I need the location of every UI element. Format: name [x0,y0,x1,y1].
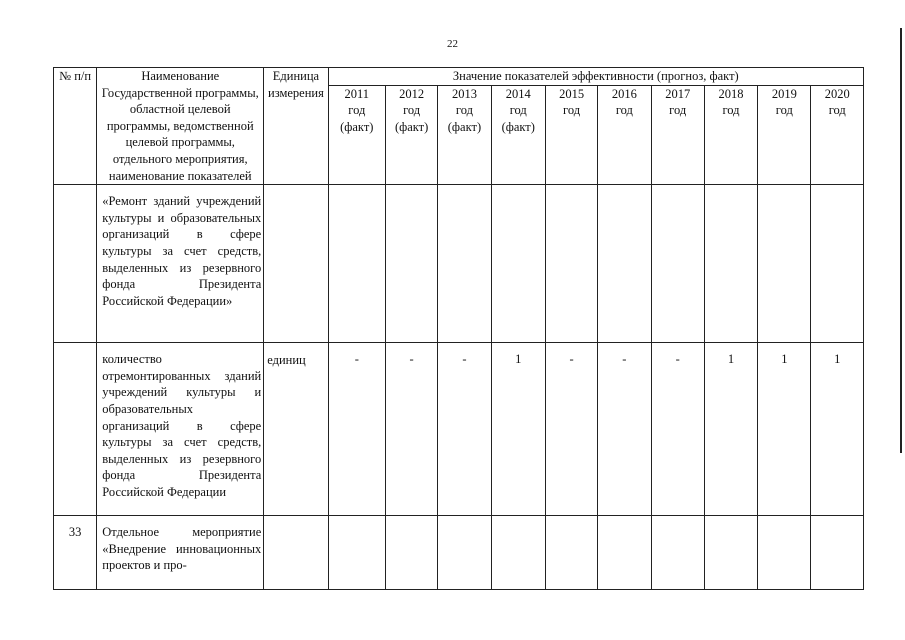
row-name: «Ремонт зданий учреждений культуры и образовательных организаций в сфере культуры за счет средств, выделенных из резервного фонда Президента Российской Федерации» [97,185,264,343]
value-cell [545,516,597,590]
table-row [54,516,864,590]
header-number: № п/п [54,68,97,185]
value-cell: 1 [758,343,811,516]
value-cell [811,516,864,590]
value-cell: - [385,343,437,516]
value-cell [704,185,757,343]
header-year: 2016 год [598,85,651,185]
header-year: 2015 год [545,85,597,185]
value-cell: - [598,343,651,516]
header-year: 2018 год [704,85,757,185]
header-name: Наименование Государственной программы, областной целевой программы, ведомственной целевой программы, отдельного мероприятия, наименование показателей [97,68,264,185]
value-cell: 1 [491,343,545,516]
value-cell [328,185,385,343]
row-unit [264,516,328,590]
value-cell [545,185,597,343]
page-number: 22 [447,38,458,50]
header-year: 2012 год (факт) [385,85,437,185]
header-year: 2011 год (факт) [328,85,385,185]
table-row [54,185,864,343]
value-cell [651,185,704,343]
value-cell [704,516,757,590]
header-year: 2013 год (факт) [438,85,491,185]
header-values-group: Значение показателей эффективности (прогноз, факт) [328,68,863,86]
row-name: Отдельное мероприятие «Внедрение инновационных проектов и про- [97,516,264,590]
value-cell [328,516,385,590]
value-cell [491,516,545,590]
row-number [54,185,97,343]
value-cell [598,185,651,343]
value-cell [758,516,811,590]
value-cell [385,516,437,590]
value-cell: - [651,343,704,516]
value-cell: 1 [811,343,864,516]
row-unit [264,185,328,343]
row-unit: единиц [264,343,328,516]
table-row [54,343,864,516]
value-cell [438,516,491,590]
header-row-1 [54,68,864,86]
scan-margin-line [900,28,902,453]
header-unit: Единица измерения [264,68,328,185]
header-year: 2014 год (факт) [491,85,545,185]
header-year: 2017 год [651,85,704,185]
value-cell [758,185,811,343]
value-cell: - [545,343,597,516]
indicators-table [53,67,864,590]
value-cell [598,516,651,590]
row-number: 33 [54,516,97,590]
value-cell [811,185,864,343]
row-number [54,343,97,516]
header-year: 2020 год [811,85,864,185]
value-cell: 1 [704,343,757,516]
row-name: количество отремонтированных зданий учреждений культуры и образовательных организаций в сфере культуры за счет средств, выделенных из резервного фонда Президента Российской Федерации [97,343,264,516]
value-cell [385,185,437,343]
value-cell [491,185,545,343]
value-cell: - [438,343,491,516]
value-cell [651,516,704,590]
value-cell [438,185,491,343]
value-cell: - [328,343,385,516]
header-year: 2019 год [758,85,811,185]
